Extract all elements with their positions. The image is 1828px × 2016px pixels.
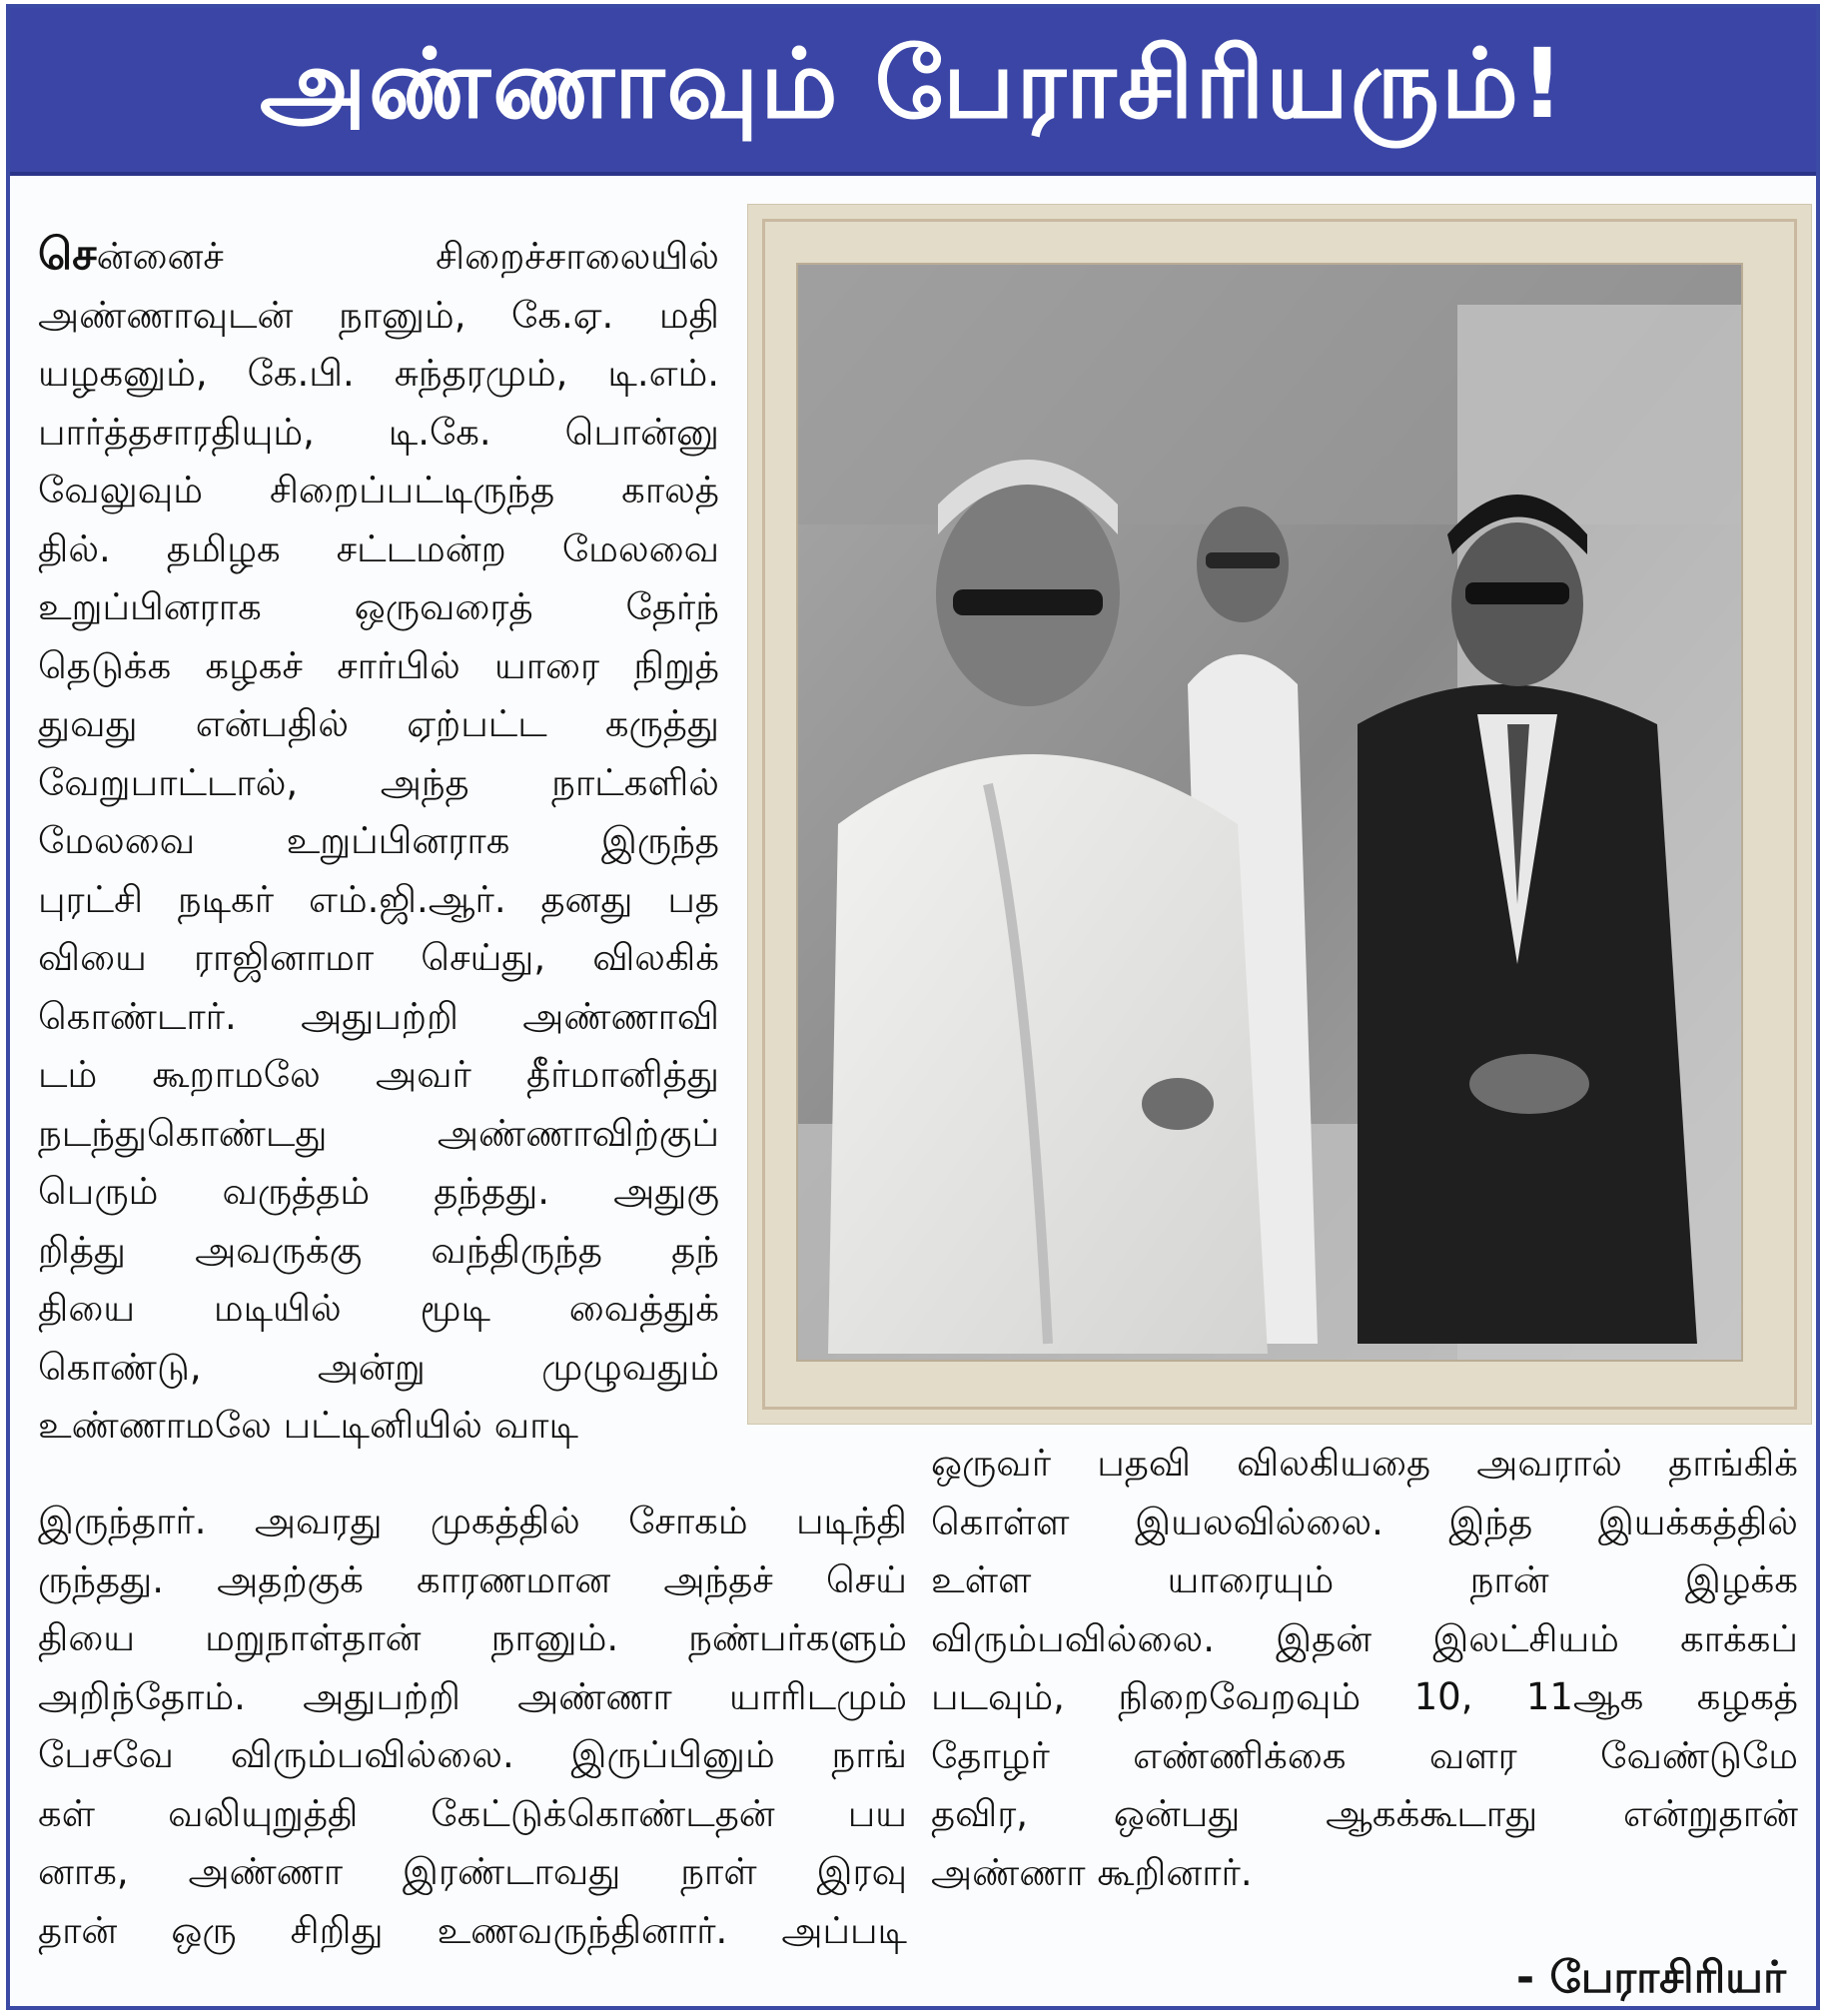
text-line: உண்ணாமலே பட்டினியில் வாடி	[38, 1404, 578, 1447]
photo-illustration	[798, 265, 1743, 1362]
text-line: தில். தமிழக சட்டமன்ற மேலவை	[38, 526, 719, 570]
text-line: டம் கூறாமலே அவர் தீர்மானித்து	[38, 1053, 719, 1096]
text-line: வியை ராஜினாமா செய்து, விலகிக்	[38, 936, 719, 979]
text-line: விரும்பவில்லை. இதன் இலட்சியம் காக்கப்	[931, 1616, 1798, 1660]
text-line: அண்ணாவுடன் நானும், கே.ஏ. மதி	[38, 293, 719, 337]
headline: அண்ணாவும் பேராசிரியரும்!	[260, 27, 1566, 140]
text-line: யழகனும், கே.பி. சுந்தரமும், டி.எம்.	[38, 352, 719, 395]
column-1-continued	[38, 1493, 907, 1960]
text-line: அறிந்தோம். அதுபற்றி அண்ணா யாரிடமும்	[38, 1674, 907, 1718]
text-line: பேசவே விரும்பவில்லை. இருப்பினும் நாங்	[38, 1733, 907, 1776]
text-line: னாக, அண்ணா இரண்டாவது நாள் இரவு	[38, 1850, 907, 1893]
text-line: வேலுவும் சிறைப்பட்டிருந்த காலத்	[38, 469, 719, 511]
text-line: நடந்துகொண்டது அண்ணாவிற்குப்	[38, 1111, 719, 1155]
text-line: தெடுக்க கழகச் சார்பில் யாரை நிறுத்	[38, 643, 719, 687]
text-line: புரட்சி நடிகர் எம்.ஜி.ஆர். தனது பத	[38, 877, 719, 921]
text-line: கொள்ள இயலவில்லை. இந்த இயக்கத்தில்	[931, 1500, 1798, 1543]
archival-photo	[796, 263, 1743, 1362]
text-line: சென்னைச் சிறைச்சாலையில்	[38, 229, 719, 280]
text-line: கொண்டு, அன்று முழுவதும்	[38, 1345, 719, 1389]
text-line: தியை மறுநாள்தான் நானும். நண்பர்களும்	[38, 1616, 907, 1659]
text-line: பெரும் வருத்தம் தந்தது. அதுகு	[38, 1170, 719, 1213]
text-line: பார்த்தசாரதியும், டி.கே. பொன்னு	[38, 410, 719, 454]
text-line: தோழர் எண்ணிக்கை வளர வேண்டுமே	[931, 1733, 1798, 1777]
text-line: தவிர, ஒன்பது ஆகக்கூடாது என்றுதான்	[931, 1792, 1798, 1835]
text-line: வேறுபாட்டால், அந்த நாட்களில்	[38, 760, 719, 804]
text-line: தான் ஒரு சிறிது உணவருந்தினார். அப்படி	[38, 1908, 907, 1952]
photo-frame	[747, 204, 1812, 1425]
text-line: மேலவை உறுப்பினராக இருந்த	[38, 819, 719, 862]
text-line: கொண்டார். அதுபற்றி அண்ணாவி	[38, 994, 719, 1038]
headline-banner	[10, 8, 1816, 176]
text-line: ஒருவர் பதவி விலகியதை அவரால் தாங்கிக்	[931, 1442, 1798, 1485]
text-line: கள் வலியுறுத்தி கேட்டுக்கொண்டதன் பய	[38, 1791, 907, 1835]
text-line: ருந்தது. அதற்குக் காரணமான அந்தச் செய்	[38, 1557, 907, 1601]
text-line: உறுப்பினராக ஒருவரைத் தேர்ந்	[38, 585, 719, 628]
column-1	[38, 226, 719, 1456]
article-page	[6, 4, 1820, 2010]
drop-cap: செ	[38, 229, 97, 280]
column-2	[931, 1435, 1798, 1902]
text-line: துவது என்பதில் ஏற்பட்ட கருத்து	[38, 702, 719, 745]
text-line: இருந்தார். அவரது முகத்தில் சோகம் படிந்தி	[38, 1500, 907, 1542]
text-line: உள்ள யாரையும் நான் இழக்க	[931, 1558, 1798, 1601]
text-line: அண்ணா கூறினார்.	[931, 1850, 1253, 1894]
author-byline: - பேராசிரியர்	[1515, 1952, 1786, 2003]
text-line: றித்து அவருக்கு வந்திருந்த தந்	[38, 1228, 719, 1272]
text-line: படவும், நிறைவேறவும் 10, 11ஆக கழகத்	[931, 1675, 1798, 1718]
text-line: தியை மடியில் மூடி வைத்துக்	[38, 1287, 719, 1330]
